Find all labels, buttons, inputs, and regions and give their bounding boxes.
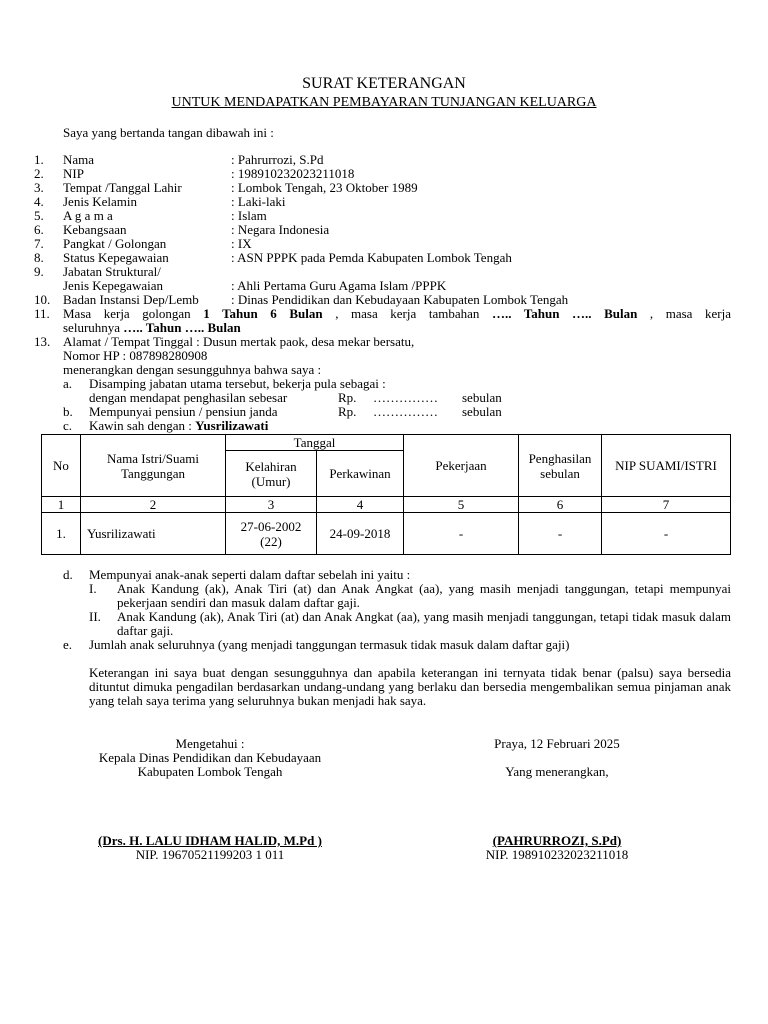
item-number: 5. [34, 208, 44, 223]
roman-mark: II. [89, 609, 101, 624]
phone-line: Nomor HP : 087898280908 [63, 348, 208, 363]
point-mark: e. [63, 637, 73, 652]
table-header-nip: NIP SUAMI/ISTRI [602, 435, 731, 497]
column-number: 2 [81, 497, 226, 513]
row-no: 1. [42, 513, 81, 555]
item-label: Status Kepegawaian [63, 250, 169, 265]
item-value: : Negara Indonesia [231, 222, 330, 237]
item-number: 2. [34, 166, 44, 181]
sig-left-name [60, 834, 360, 848]
item-value: : Laki-laki [231, 194, 286, 209]
item-value: : Lombok Tengah, 23 Oktober 1989 [231, 180, 418, 195]
declaration-line: menerangkan dengan sesungguhnya bahwa saya : [63, 362, 322, 377]
item-label: Tempat /Tanggal Lahir [63, 180, 182, 195]
point-mark: b. [63, 404, 73, 419]
point-mark: a. [63, 376, 73, 391]
item-value: : 198910232023211018 [231, 166, 355, 181]
sig-right-name-text: (PAHRURROZI, S.Pd) [492, 833, 622, 848]
item-number: 3. [34, 180, 44, 195]
point-mark: c. [63, 418, 73, 433]
spouse-label: Kawin sah dengan : [89, 418, 196, 433]
family-table [41, 434, 731, 555]
item-label: Nama [63, 152, 95, 167]
column-number: 4 [317, 497, 404, 513]
children-rule-i: Anak Kandung (ak), Anak Tiri (at) dan Anak Angkat (aa), yang masih menjadi tanggungan, tetapi mempunyai pekerjaan sendiri dan masuk dalam daftar gaji. [117, 581, 731, 610]
column-number: 7 [602, 497, 731, 513]
sig-right-nip: NIP. 198910232023211018 [485, 847, 629, 862]
item-value: : Ahli Pertama Guru Agama Islam /PPPK [231, 278, 447, 293]
birth-date: 27-06-2002 [240, 518, 302, 534]
sig-left-name-text: (Drs. H. LALU IDHAM HALID, M.Pd ) [98, 833, 322, 848]
point-text: Mempunyai anak-anak seperti dalam daftar sebelah ini yaitu : [89, 567, 411, 582]
work-period-text: seluruhnya [63, 320, 124, 335]
period-label: sebulan [462, 390, 502, 405]
column-number: 1 [42, 497, 81, 513]
column-number: 5 [404, 497, 519, 513]
item-number: 13. [34, 334, 51, 349]
item-number: 11. [34, 306, 50, 321]
roman-mark: I. [89, 581, 97, 596]
period-label: sebulan [462, 404, 502, 419]
point-text: Jumlah anak seluruhnya (yang menjadi tanggungan termasuk tidak masuk dalam daftar gaji) [89, 637, 570, 652]
work-period-text: Masa kerja golongan [63, 306, 204, 321]
address-line: Alamat / Tempat Tinggal : Dusun mertak paok, desa mekar bersatu, [63, 334, 415, 349]
currency-label: Rp. [338, 404, 357, 419]
sig-left-nip: NIP. 19670521199203 1 011 [135, 847, 285, 862]
work-period-total: ….. Tahun ….. Bulan [123, 320, 241, 335]
item-value: : Pahrurrozi, S.Pd [231, 152, 324, 167]
table-header-no: No [42, 435, 81, 497]
item-number: 9. [34, 264, 44, 279]
work-period-additional: ….. Tahun ….. Bulan [491, 306, 638, 321]
column-number: 6 [519, 497, 602, 513]
item-number: 10. [34, 292, 51, 307]
item-number: 4. [34, 194, 44, 209]
sig-right-date: Praya, 12 Februari 2025 [494, 736, 620, 751]
spouse-name: Yusrilizawati [195, 418, 269, 433]
item-label: Jabatan Struktural/ [63, 264, 161, 279]
item-value: : Islam [231, 208, 267, 223]
item-value: : ASN PPPK pada Pemda Kabupaten Lombok Tengah [231, 250, 512, 265]
item-number: 1. [34, 152, 44, 167]
row-kelahiran [226, 513, 317, 555]
row-name: Yusrilizawati [81, 513, 226, 555]
item-label: NIP [63, 166, 84, 181]
sig-left-region: Kabupaten Lombok Tengah [137, 764, 283, 779]
table-header-kelahiran: Kelahiran (Umur) [226, 451, 317, 497]
point-mark: d. [63, 567, 73, 582]
document-subtitle: UNTUK MENDAPATKAN PEMBAYARAN TUNJANGAN KELUARGA [171, 95, 597, 110]
item-label: Jenis Kelamin [63, 194, 138, 209]
table-header-name: Nama Istri/Suami Tanggungan [81, 435, 226, 497]
item-label: Kebangsaan [63, 222, 127, 237]
point-subtext: dengan mendapat penghasilan sebesar [89, 390, 288, 405]
item-number: 7. [34, 236, 44, 251]
amount-dots: …………… [373, 404, 438, 419]
sig-left-position: Kepala Dinas Pendidikan dan Kebudayaan [98, 750, 322, 765]
work-period-line [63, 307, 731, 321]
point-text [89, 419, 268, 433]
work-period-golongan: 1 Tahun 6 Bulan [203, 306, 323, 321]
work-period-text: , masa kerja [637, 306, 731, 321]
currency-label: Rp. [338, 390, 357, 405]
sig-left-label: Mengetahui : [175, 736, 245, 751]
table-header-penghasilan: Penghasilan sebulan [519, 435, 602, 497]
column-number: 3 [226, 497, 317, 513]
amount-dots: …………… [373, 390, 438, 405]
table-header-pekerjaan: Pekerjaan [404, 435, 519, 497]
work-period-text: , masa kerja tambahan [322, 306, 492, 321]
children-rule-ii: Anak Kandung (ak), Anak Tiri (at) dan Anak Angkat (aa), yang masih menjadi tanggungan, tetapi tidak masuk dalam daftar gaji. [117, 609, 731, 638]
sig-right-name [407, 834, 707, 848]
age: (22) [260, 533, 282, 549]
item-label: Jenis Kepegawaian [63, 278, 163, 293]
item-label: Badan Instansi Dep/Lemb [63, 292, 199, 307]
item-value: : Dinas Pendidikan dan Kebudayaan Kabupaten Lombok Tengah [231, 292, 569, 307]
item-label: A g a m a [63, 208, 113, 223]
item-number: 6. [34, 222, 44, 237]
point-text: Disamping jabatan utama tersebut, bekerja pula sebagai : [89, 376, 386, 391]
row-nip: - [602, 513, 731, 555]
row-pekerjaan: - [404, 513, 519, 555]
point-text: Mempunyai pensiun / pensiun janda [89, 404, 278, 419]
item-number: 8. [34, 250, 44, 265]
intro-text: Saya yang bertanda tangan dibawah ini : [63, 125, 274, 140]
statement-paragraph: Keterangan ini saya buat dengan sesungguhnya dan apabila keterangan ini ternyata tidak benar (palsu) saya bersedia dituntut dimuka pengadilan berdasarkan undang-undang yang berlaku dan bersedia mengembalikan semua pinjaman anak yang telah saya terima yang seluruhnya bukan menjadi hak saya. [89, 665, 731, 708]
table-header-perkawinan: Perkawinan [317, 451, 404, 497]
table-row [42, 513, 731, 555]
item-label: Pangkat / Golongan [63, 236, 167, 251]
table-header-tanggal: Tanggal [226, 435, 404, 451]
row-perkawinan: 24-09-2018 [317, 513, 404, 555]
item-value: : IX [231, 236, 252, 251]
row-penghasilan: - [519, 513, 602, 555]
sig-right-label: Yang menerangkan, [505, 764, 609, 779]
work-period-total-line [63, 321, 241, 335]
document-title: SURAT KETERANGAN [302, 75, 466, 92]
